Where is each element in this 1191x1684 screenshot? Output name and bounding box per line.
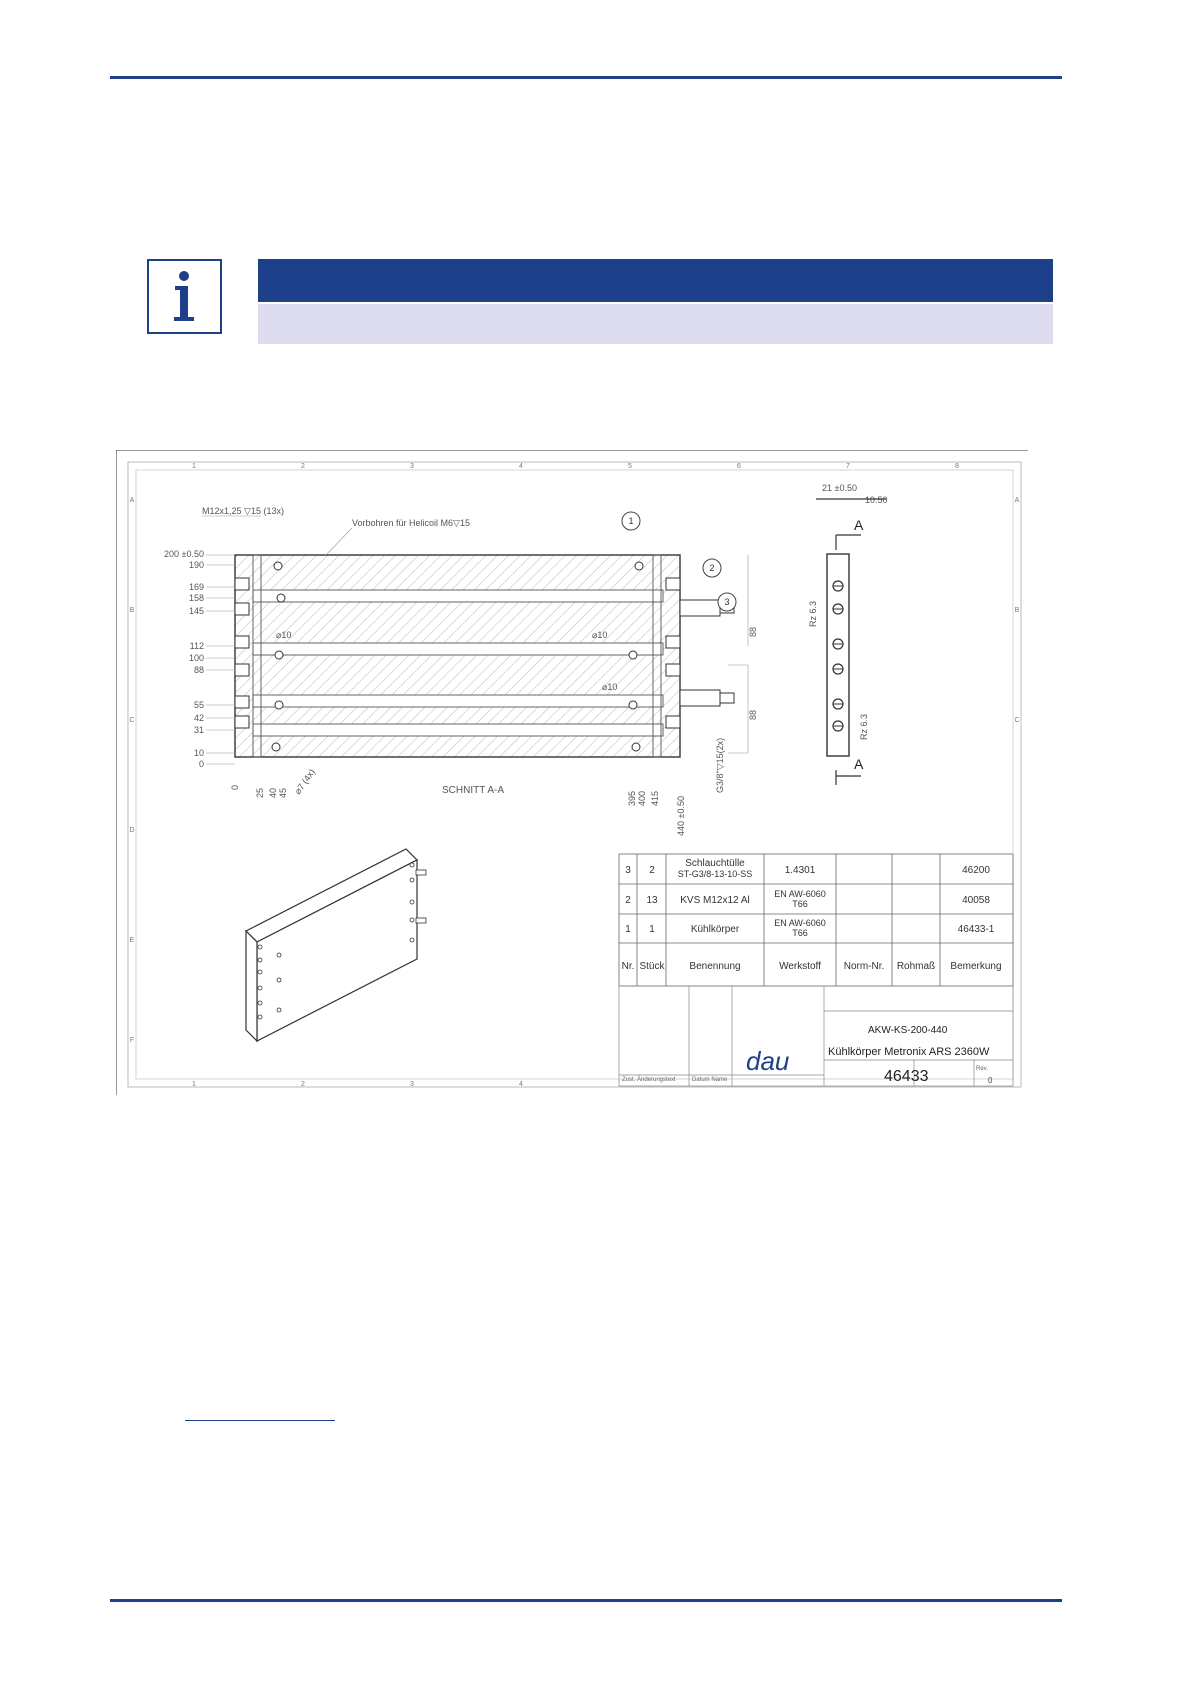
grid-row-label: D [129, 827, 135, 834]
bom-cell: KVS M12x12 Al [680, 895, 750, 906]
section-marker: A [854, 517, 864, 533]
bom-cell: 3 [625, 865, 631, 876]
grid-col-label: 8 [955, 463, 959, 470]
dim-label: 45 [278, 787, 288, 798]
grid-col-label: 1 [192, 463, 196, 470]
balloon-label: 1 [628, 516, 634, 526]
isometric-view [246, 849, 417, 1041]
bom-cell: 46433-1 [957, 924, 995, 935]
grid-row-label: B [129, 607, 135, 614]
port-note: G3/8"▽15(2x) [715, 737, 725, 793]
part-number: AKW-KS-200-440 [868, 1025, 948, 1036]
section-marker: A [854, 756, 864, 772]
change-text: Änderungstext [637, 1077, 676, 1083]
right-dim: 88 [748, 626, 758, 637]
footnote-separator [185, 1420, 335, 1421]
bom-cell: 2 [625, 895, 631, 906]
bom-cell: T66 [792, 928, 808, 938]
dau-logo: dau [746, 1046, 790, 1076]
grid-col-label: 6 [737, 463, 741, 470]
bom-header: Norm-Nr. [843, 961, 885, 972]
grid-row-label: E [129, 937, 135, 944]
thread-note: M12x1,25 ▽15 (13x) [202, 506, 284, 516]
dim-label: 55 [193, 700, 204, 710]
balloon-label: 2 [709, 563, 715, 573]
grid-col-label: 2 [301, 463, 305, 470]
bom-header: Werkstoff [779, 961, 821, 972]
info-text-band [258, 304, 1053, 344]
grid-col-label: 3 [410, 463, 414, 470]
grid-col-label: 7 [846, 463, 850, 470]
section-label: SCHNITT A-A [442, 785, 505, 796]
dim-label: 200 ±0.50 [164, 549, 204, 559]
helicoil-note: Vorbohren für Helicoil M6▽15 [352, 518, 470, 528]
grid-col-label: 2 [301, 1081, 305, 1088]
hole-note: ⌀7 (4x) [292, 767, 317, 797]
dim-label: 145 [188, 606, 204, 616]
grid-row-label: A [129, 497, 135, 504]
grid-row-label: F [129, 1037, 135, 1044]
bom-cell: 2 [649, 865, 655, 876]
dim-label: 25 [255, 787, 265, 798]
bom-cell: EN AW-6060 [774, 918, 826, 928]
bom-cell: Kühlkörper [690, 924, 740, 935]
bom-cell: 1.4301 [784, 865, 816, 876]
balloon-label: 3 [724, 597, 730, 607]
diameter-label: ⌀10 [276, 630, 292, 640]
grid-col-label: 4 [519, 463, 523, 470]
grid-col-label: 1 [192, 1081, 196, 1088]
dim-label: 100 [188, 653, 204, 663]
grid-row-label: A [1014, 497, 1020, 504]
bom-header: Rohmaß [896, 961, 936, 972]
grid-col-label: 4 [519, 1081, 523, 1088]
bom-header: Bemerkung [950, 961, 1002, 972]
rev-label: Rev. [976, 1066, 988, 1072]
revision: 0 [988, 1076, 993, 1085]
dim-label: 415 [650, 790, 660, 806]
dim-label: 440 ±0.50 [676, 796, 686, 836]
right-dim: 88 [748, 709, 758, 720]
side-dim: 21 ±0.50 [822, 483, 857, 493]
dim-label: 169 [188, 582, 204, 592]
grid-col-label: 3 [410, 1081, 414, 1088]
dim-label: 42 [193, 713, 204, 723]
footer-rule [110, 1599, 1062, 1602]
info-icon [147, 259, 222, 334]
drawing-number: 46433 [884, 1068, 929, 1085]
roughness-label: Rz 6.3 [859, 713, 869, 740]
info-title-band [258, 259, 1053, 302]
dim-label: 31 [193, 725, 204, 735]
dim-label: 190 [188, 560, 204, 570]
diameter-label: ⌀10 [602, 682, 618, 692]
dim-label: 158 [188, 593, 204, 603]
dim-label: 10 [193, 748, 204, 758]
header-rule [110, 76, 1062, 79]
dim-label: 112 [189, 641, 204, 651]
dim-label: 88 [193, 665, 204, 675]
grid-row-label: C [129, 717, 135, 724]
diameter-label: ⌀10 [592, 630, 608, 640]
bom-cell: Schlauchtülle [685, 858, 745, 869]
roughness-label: Rz 6.3 [808, 600, 818, 627]
dim-label: 395 [627, 790, 637, 806]
bom-cell: EN AW-6060 [774, 889, 826, 899]
dim-label: 40 [268, 787, 278, 798]
bom-header: Stück [639, 961, 665, 972]
bom-cell: 1 [625, 924, 631, 935]
bom-cell: T66 [792, 899, 808, 909]
bom-cell: ST-G3/8-13-10-SS [677, 869, 753, 879]
bom-cell: 13 [646, 895, 658, 906]
part-description: Kühlkörper Metronix ARS 2360W [828, 1046, 990, 1058]
dim-label: 0 [198, 759, 204, 769]
bom-cell: 1 [649, 924, 655, 935]
dim-label: 400 [637, 790, 647, 806]
grid-row-label: C [1014, 717, 1020, 724]
bom-cell: 46200 [962, 865, 990, 876]
date-name-label: Datum Name [692, 1077, 728, 1083]
change-label: Zust. [622, 1077, 636, 1083]
bom-cell: 40058 [962, 895, 990, 906]
technical-drawing [116, 450, 1028, 1095]
bom-header: Nr. [621, 961, 635, 972]
side-dim: 10.50 [865, 495, 888, 505]
bom-header: Benennung [689, 961, 741, 972]
dim-label: 0 [230, 784, 240, 790]
grid-col-label: 5 [628, 463, 632, 470]
grid-row-label: B [1014, 607, 1020, 614]
